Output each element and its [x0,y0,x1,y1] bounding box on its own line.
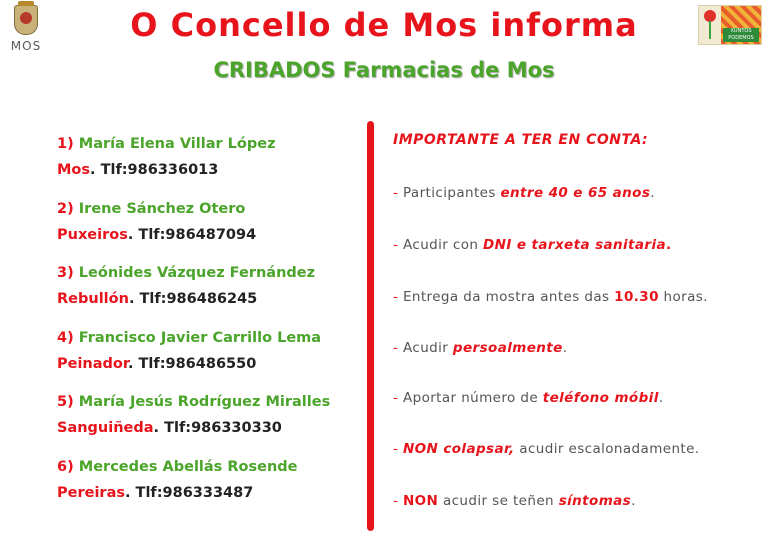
note-item: - NON acudir se teñen síntomas. [393,493,636,509]
logo-badge: XUNTOS PODEMOS [723,28,759,42]
pharmacy-item: 4) Francisco Javier Carrillo Lema Peinador. Tlf:986486550 [57,329,322,372]
pharmacy-phone: Tlf:986330330 [164,420,282,436]
pharmacy-name: Leónides Vázquez Fernández [78,265,316,281]
pharmacy-number: 5) [57,394,74,410]
pharmacy-number: 2) [57,200,74,217]
note-item: - Entrega da mostra antes das 10.30 horas. [393,289,708,305]
note-item: - Participantes entre 40 e 65 anos. [393,185,655,201]
pharmacy-name: Mercedes Abellás Rosende [78,458,298,475]
pharmacy-item: 1) María Elena Villar López Mos. Tlf:986336013 [57,136,276,178]
pharmacy-place: Peinador [57,355,128,372]
logo-text: MOS [10,39,42,53]
pharmacy-place: Sanguiñeda [57,420,154,436]
pharmacy-place: Rebullón [57,291,129,307]
pharmacy-number: 1) [57,136,74,152]
pharmacy-phone: Tlf:986486550 [138,355,257,372]
note-item: - Acudir persoalmente. [393,340,568,356]
pharmacy-item: 2) Irene Sánchez Otero Puxeiros. Tlf:986487094 [57,200,257,243]
pharmacy-number: 6) [57,458,74,475]
pharmacy-list [57,131,357,518]
vertical-divider [367,121,374,531]
note-item: - Acudir con DNI e tarxeta sanitaria. [393,237,672,253]
pharmacy-phone: Tlf:986333487 [135,484,254,501]
notes-title: IMPORTANTE A TER EN CONTA: [393,132,649,148]
pharmacy-item: 6) Mercedes Abellás Rosende Pereiras. Tlf:986333487 [57,458,298,501]
important-notes [393,132,763,509]
pharmacy-item: 5) María Jesús Rodríguez Miralles Sanguiñeda. Tlf:986330330 [57,394,331,436]
pharmacy-name: Francisco Javier Carrillo Lema [78,329,322,346]
note-item: - Aportar número de teléfono móbil. [393,390,664,406]
pharmacy-name: María Jesús Rodríguez Miralles [78,394,331,410]
pharmacy-name: Irene Sánchez Otero [78,200,246,217]
page-subtitle: CRIBADOS Farmacias de Mos [213,58,555,82]
pharmacy-name: María Elena Villar López [78,136,276,152]
pharmacy-place: Pereiras [57,484,125,501]
pharmacy-number: 4) [57,329,74,346]
page-title: O Concello de Mos informa [130,6,638,44]
pharmacy-place: Puxeiros [57,226,128,243]
pharmacy-item: 3) Leónides Vázquez Fernández Rebullón. Tlf:986486245 [57,265,316,307]
note-item: - NON colapsar, acudir escalonadamente. [393,441,700,457]
pharmacy-phone: Tlf:986336013 [100,162,219,178]
pharmacy-number: 3) [57,265,74,281]
pharmacy-place: Mos [57,162,91,178]
pharmacy-phone: Tlf:986487094 [138,226,257,243]
pharmacy-phone: Tlf:986486245 [139,291,258,307]
